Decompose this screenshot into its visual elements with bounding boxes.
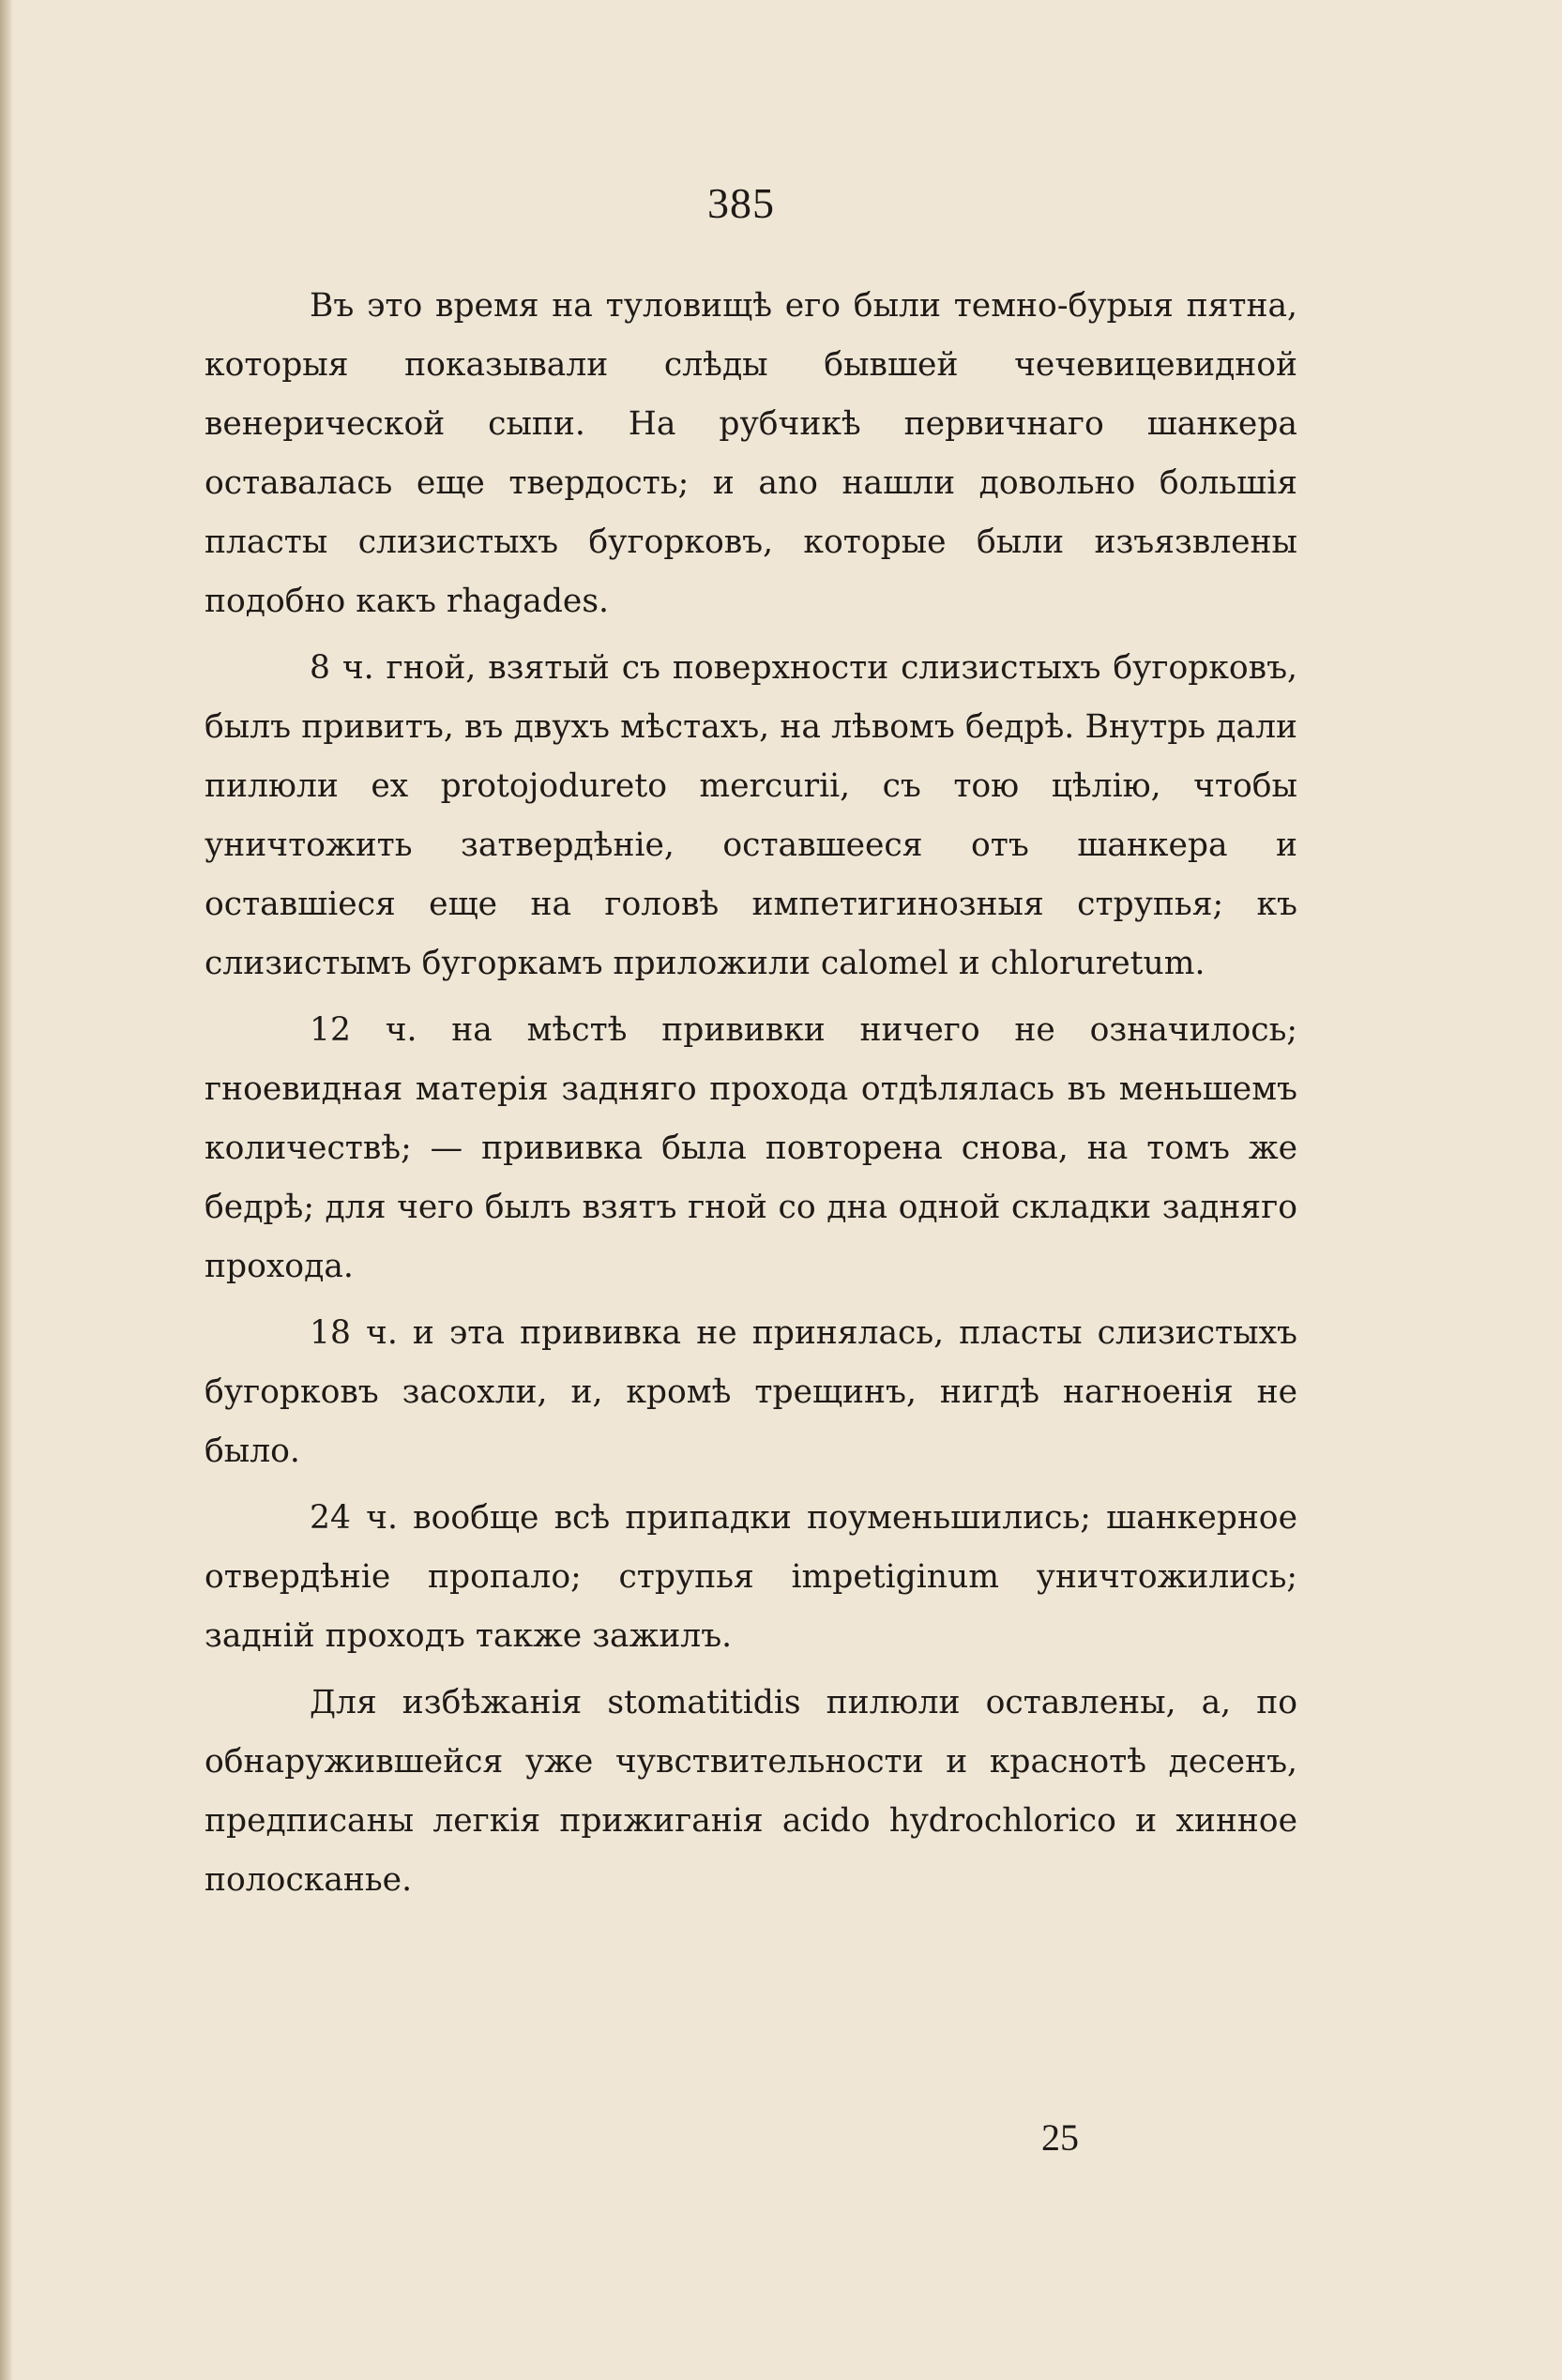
paragraph-2: 8 ч. гной, взятый съ поверхности слизистыхъ бугорковъ, былъ привитъ, въ двухъ мѣстахъ, на лѣвомъ бедрѣ. Внутрь дали пилюли ex protojodureto mercurii, съ тою цѣлію, чтобы уничтожить затвердѣніе, оставшееся отъ шанкера и оставшіеся еще на головѣ импетигинозныя струпья; къ слизистымъ бугоркамъ приложили calomel и chloruretum.	[205, 649, 1297, 982]
body-text	[205, 277, 1297, 1918]
paragraph-5: 24 ч. вообще всѣ припадки поуменьшились; шанкерное отвердѣніе пропало; струпья impetiginum уничтожились; задній проходъ также зажилъ.	[205, 1499, 1297, 1655]
page-number: 385	[707, 179, 775, 227]
paragraph-3: 12 ч. на мѣстѣ прививки ничего не означилось; гноевидная матерія задняго прохода отдѣлялась въ меньшемъ количествѣ; — прививка была повторена снова, на томъ же бедрѣ; для чего былъ взятъ гной со дна одной складки задняго прохода.	[205, 1011, 1297, 1285]
signature-mark: 25	[1041, 2116, 1079, 2159]
paragraph-6: Для избѣжанія stomatitidis пилюли оставлены, а, по обнаружившейся уже чувствительности и краснотѣ десенъ, предписаны легкія прижиганія acido hydrochlorico и хинное полосканье.	[205, 1684, 1297, 1899]
page-edge	[0, 0, 13, 2380]
paragraph-4: 18 ч. и эта прививка не принялась, пласты слизистыхъ бугорковъ засохли, и, кромѣ трещинъ, нигдѣ нагноенія не было.	[205, 1314, 1297, 1470]
paragraph-1: Въ это время на туловищѣ его были темно-бурыя пятна, которыя показывали слѣды бывшей чечевицевидной венерической сыпи. На рубчикѣ первичнаго шанкера оставалась еще твердость; и ano нашли довольно большія пласты слизистыхъ бугорковъ, которые были изъязвлены подобно какъ rhagades.	[205, 287, 1297, 620]
